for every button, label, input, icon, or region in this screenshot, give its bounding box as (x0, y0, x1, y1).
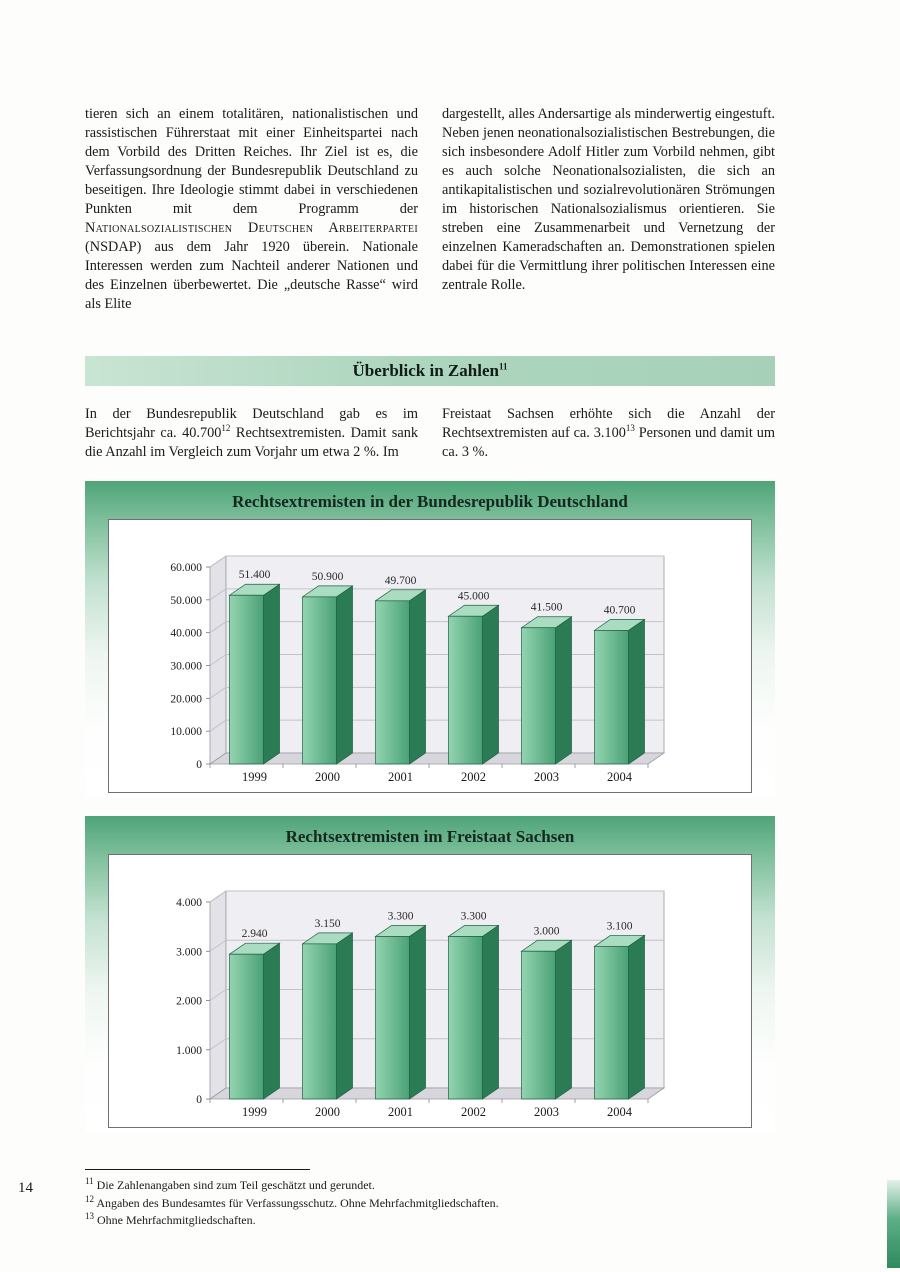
page-number: 14 (18, 1180, 33, 1196)
intro-paragraphs (85, 105, 775, 314)
bar-value-label: 3.300 (387, 910, 414, 923)
footnote-11 (85, 1177, 775, 1194)
bar-value-label: 3.150 (314, 917, 341, 930)
section-title (85, 356, 775, 386)
x-category-label: 2003 (534, 770, 559, 784)
bar-value-label: 49.700 (384, 574, 417, 587)
bar-side-face (337, 586, 353, 764)
section-header-band (85, 356, 775, 386)
intro-left-text-1: tieren sich an einem totalitären, nationalistischen und rassistischen Führerstaat mit einer Einheitspartei nach dem Vorbild des Dritten Reiches. Ihr Ziel ist es, die Verfassungsordnung der Bundesrepublik Deutschland zu beseitigen. Ihre Ideologie stimmt dabei in verschiedenen Punkten mit dem Programm der (85, 106, 418, 217)
footnote-12-text: Angaben des Bundesamtes für Verfassungsschutz. Ohne Mehrfachmitgliedschaften. (96, 1195, 499, 1210)
bar-side-face (337, 933, 353, 1099)
bar-front-face (449, 616, 483, 764)
y-tick-label: 1.000 (176, 1044, 202, 1057)
x-category-label: 2001 (388, 770, 413, 784)
bar-value-label: 2.940 (241, 928, 268, 941)
x-category-label: 2004 (607, 1105, 632, 1119)
bar-side-face (410, 925, 426, 1099)
footnote-11-text: Die Zahlenangaben sind zum Teil geschätzt und gerundet. (96, 1178, 375, 1192)
overview-paragraphs (85, 405, 775, 462)
x-category-label: 2002 (461, 770, 486, 784)
bar-side-face (264, 943, 280, 1099)
chart-panel-sachsen (85, 816, 775, 1132)
bar-value-label: 3.300 (460, 910, 487, 923)
bar-value-label: 45.000 (457, 590, 490, 603)
y-tick-label: 4.000 (176, 897, 202, 909)
intro-left-text-2: (NSDAP) aus dem Jahr 1920 überein. Nationale Interessen werden zum Nachteil anderer Nationen und des Einzelnen überbewertet. Die „deutsche Rasse“ wird als Elite (85, 239, 418, 312)
y-tick-label: 40.000 (170, 627, 202, 640)
y-tick-label: 60.000 (170, 562, 202, 574)
y-tick-label: 20.000 (170, 693, 202, 706)
bar-front-face (522, 951, 556, 1099)
footnote-12-ref: 12 (85, 1193, 94, 1204)
x-category-label: 1999 (242, 770, 267, 784)
chart-box-germany (108, 519, 752, 793)
bar-front-face (230, 954, 264, 1099)
x-category-label: 2000 (315, 1105, 340, 1119)
bar-front-face (595, 946, 629, 1099)
x-category-label: 2003 (534, 1105, 559, 1119)
footnote-13-text: Ohne Mehrfachmitgliedschaften. (97, 1213, 256, 1227)
bar-side-face (556, 617, 572, 764)
y-tick-label: 3.000 (176, 946, 202, 959)
chart-title-sachsen: Rechtsextremisten im Freistaat Sachsen (285, 827, 575, 846)
footnote-ref-13: 13 (625, 423, 635, 434)
bar-front-face (376, 936, 410, 1099)
x-category-label: 1999 (242, 1105, 267, 1119)
chart-panel-germany (85, 481, 775, 797)
bar-side-face (629, 619, 645, 764)
bar-front-face (449, 936, 483, 1099)
page-edge-tab (887, 1180, 900, 1268)
intro-smallcaps-party-name: Nationalsozialistischen Deutschen Arbeiterpartei (85, 220, 418, 236)
bar-value-label: 41.500 (530, 601, 563, 614)
bar-front-face (303, 597, 337, 764)
chart-germany-canvas (110, 521, 750, 791)
intro-left-column (85, 105, 418, 314)
bar-side-face (556, 940, 572, 1099)
y-tick-label: 50.000 (170, 594, 202, 607)
overview-left-text: In der Bundesrepublik Deutschland gab es im Berichtsjahr ca. 40.700 (85, 406, 418, 441)
y-tick-label: 0 (196, 1094, 202, 1106)
x-category-label: 2004 (607, 770, 632, 784)
y-tick-label: 0 (196, 759, 202, 771)
chart-title-germany: Rechtsextremisten in der Bundesrepublik Deutschland (232, 492, 628, 511)
section-title-text: Überblick in Zahlen (352, 361, 499, 380)
x-category-label: 2001 (388, 1105, 413, 1119)
x-category-label: 2002 (461, 1105, 486, 1119)
bar-side-face (410, 590, 426, 764)
bar-front-face (522, 628, 556, 764)
intro-right-column: dargestellt, alles Andersartige als minderwertig eingestuft. Neben jenen neonationalsozialistischen Bestrebungen, die sich insbesondere Adolf Hitler zum Vorbild nehmen, gibt es auch solche Neonationalsozialisten, die sich an antikapitalistischen und sozialrevolutionären Strömungen im historischen Nationalsozialismus orientieren. Sie streben eine Zusammenarbeit und Vernetzung der einzelnen Kameradschaften an. Demonstrationen spielen dabei für die Vermittlung ihrer politischen Interessen eine zentrale Rolle. (442, 106, 775, 293)
footnote-11-ref: 11 (85, 1176, 94, 1186)
section-footnote-ref: 11 (498, 361, 508, 372)
bar-side-face (629, 935, 645, 1099)
footnote-ref-12: 12 (221, 423, 231, 434)
overview-left-column (85, 405, 418, 462)
bar-value-label: 40.700 (603, 604, 636, 617)
footnote-12 (85, 1195, 775, 1212)
bar-front-face (376, 601, 410, 764)
bar-front-face (303, 944, 337, 1099)
page-content (85, 105, 775, 1230)
footnotes (85, 1169, 775, 1229)
bar-value-label: 51.400 (238, 569, 271, 582)
footnote-divider (85, 1169, 310, 1170)
bar-front-face (230, 595, 264, 764)
bar-value-label: 3.000 (533, 925, 560, 938)
y-tick-label: 2.000 (176, 995, 202, 1008)
overview-left-after: Rechtsextremisten. Damit sank die Anzahl im Vergleich zum Vorjahr um etwa 2 %. Im (85, 425, 418, 460)
footnote-13-ref: 13 (85, 1211, 94, 1221)
bar-side-face (483, 605, 499, 764)
y-tick-label: 30.000 (170, 660, 202, 673)
bar-value-label: 3.100 (606, 920, 633, 933)
bar-side-face (264, 584, 280, 764)
x-category-label: 2000 (315, 770, 340, 784)
footnote-13 (85, 1212, 775, 1229)
overview-right-text: Freistaat Sachsen erhöhte sich die Anzahl der Rechtsextremisten auf ca. 3.100 (442, 406, 775, 441)
overview-right-after: Personen und damit um ca. 3 %. (442, 425, 775, 460)
bar-front-face (595, 630, 629, 764)
chart-box-sachsen (108, 854, 752, 1128)
bar-value-label: 50.900 (311, 570, 344, 583)
overview-right-column (442, 405, 775, 462)
y-tick-label: 10.000 (170, 726, 202, 739)
chart-sachsen-canvas (110, 856, 750, 1126)
bar-side-face (483, 925, 499, 1099)
